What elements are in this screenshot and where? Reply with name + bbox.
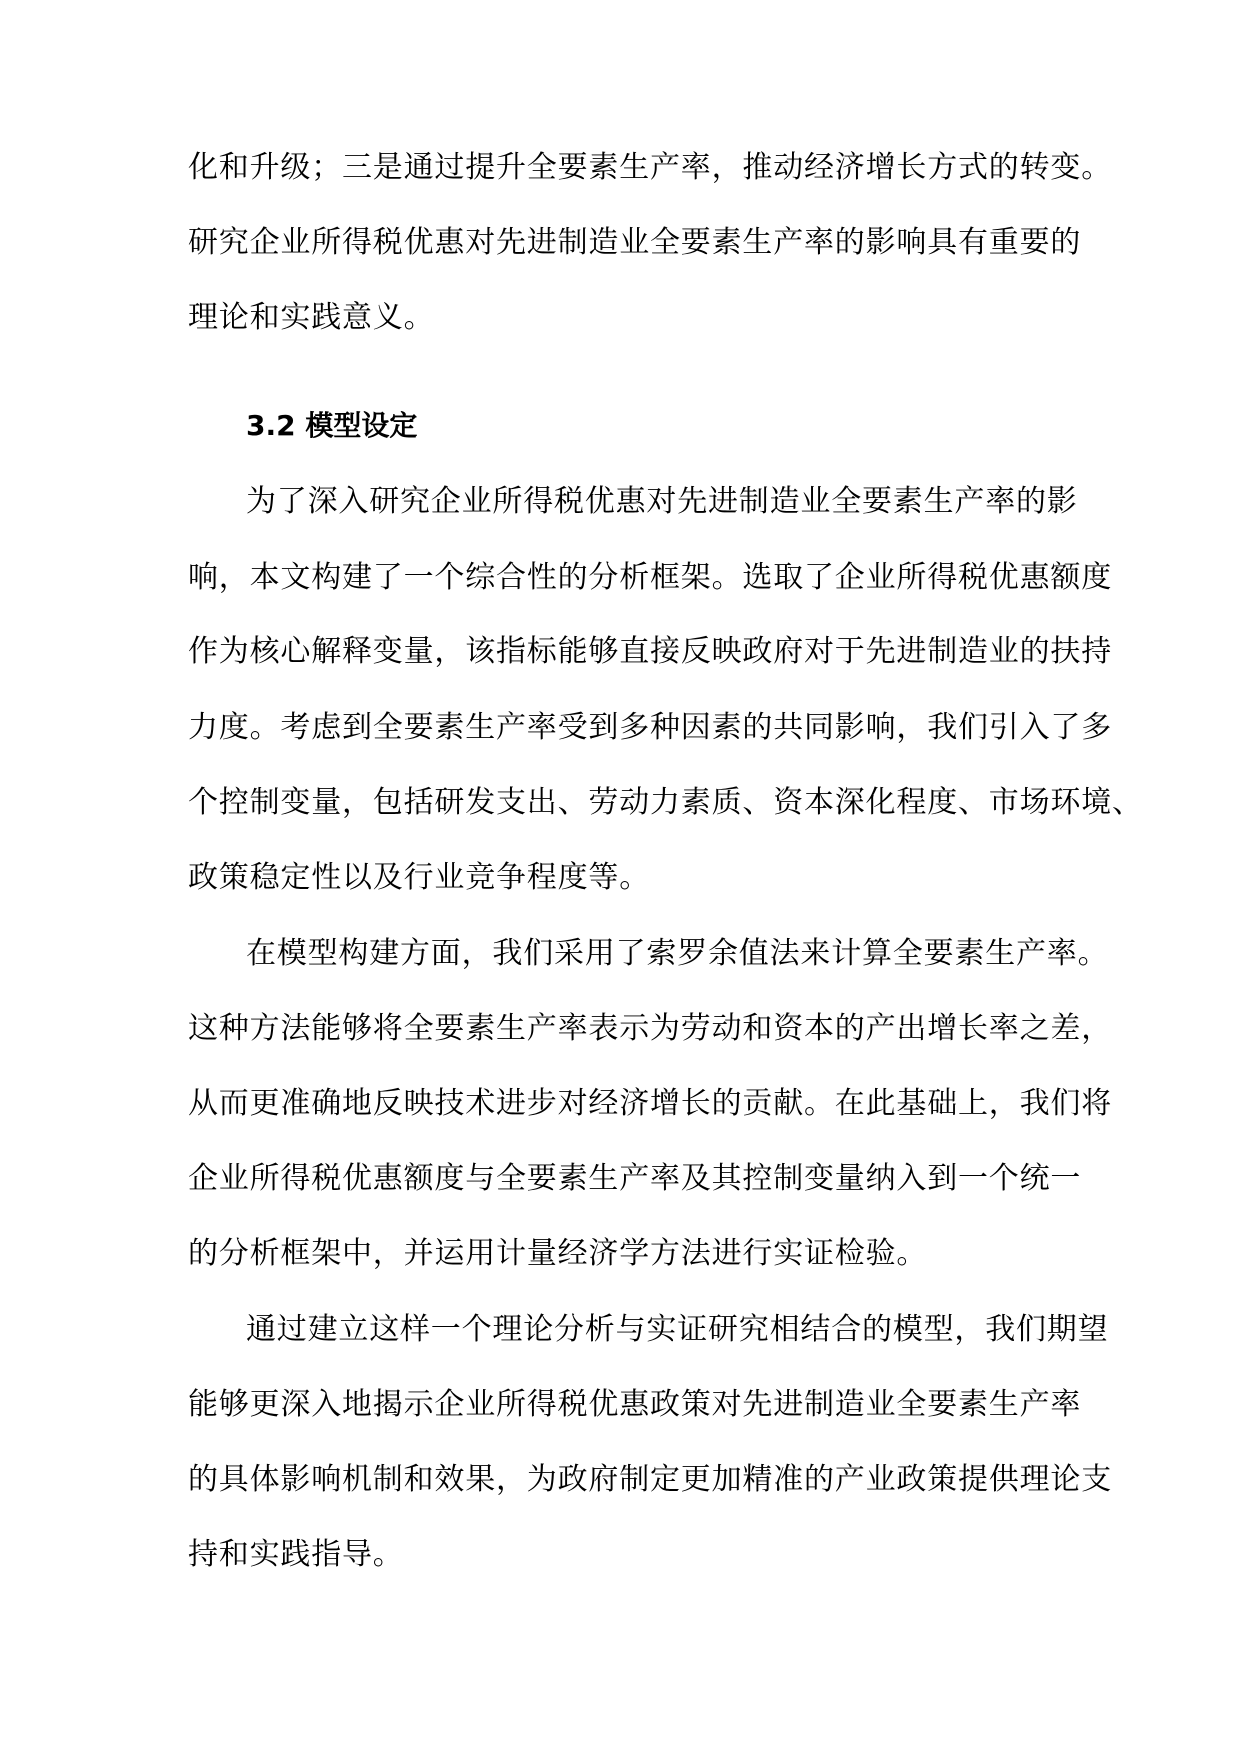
paragraph-line: 理论和实践意义。 — [188, 300, 435, 335]
paragraph-line: 政策稳定性以及行业竞争程度等。 — [188, 860, 650, 895]
paragraph-line: 响，本文构建了一个综合性的分析框架。选取了企业所得税优惠额度 — [188, 560, 1112, 595]
paragraph-line: 作为核心解释变量，该指标能够直接反映政府对于先进制造业的扶持 — [188, 634, 1112, 669]
paragraph-line: 的具体影响机制和效果，为政府制定更加精准的产业政策提供理论支 — [188, 1462, 1112, 1497]
paragraph-line: 持和实践指导。 — [188, 1537, 404, 1572]
paragraph-line: 的分析框架中，并运用计量经济学方法进行实证检验。 — [188, 1236, 928, 1271]
paragraph-line: 这种方法能够将全要素生产率表示为劳动和资本的产出增长率之差， — [188, 1011, 1112, 1046]
paragraph-line: 从而更准确地反映技术进步对经济增长的贡献。在此基础上，我们将 — [188, 1086, 1112, 1121]
paragraph-line: 在模型构建方面，我们采用了索罗余值法来计算全要素生产率。 — [246, 936, 1109, 971]
paragraph-line: 为了深入研究企业所得税优惠对先进制造业全要素生产率的影 — [246, 484, 1078, 519]
section-heading: 3.2 模型设定 — [246, 409, 418, 442]
paragraph-line: 企业所得税优惠额度与全要素生产率及其控制变量纳入到一个统一 — [188, 1161, 1082, 1196]
paragraph-line: 通过建立这样一个理论分析与实证研究相结合的模型，我们期望 — [246, 1312, 1109, 1347]
paragraph-line: 研究企业所得税优惠对先进制造业全要素生产率的影响具有重要的 — [188, 225, 1082, 260]
paragraph-line: 化和升级；三是通过提升全要素生产率，推动经济增长方式的转变。 — [188, 150, 1112, 185]
paragraph-line: 力度。考虑到全要素生产率受到多种因素的共同影响，我们引入了多 — [188, 710, 1112, 745]
paragraph-line: 能够更深入地揭示企业所得税优惠政策对先进制造业全要素生产率 — [188, 1387, 1082, 1422]
paragraph-line: 个控制变量，包括研发支出、劳动力素质、资本深化程度、市场环境、 — [188, 785, 1143, 820]
